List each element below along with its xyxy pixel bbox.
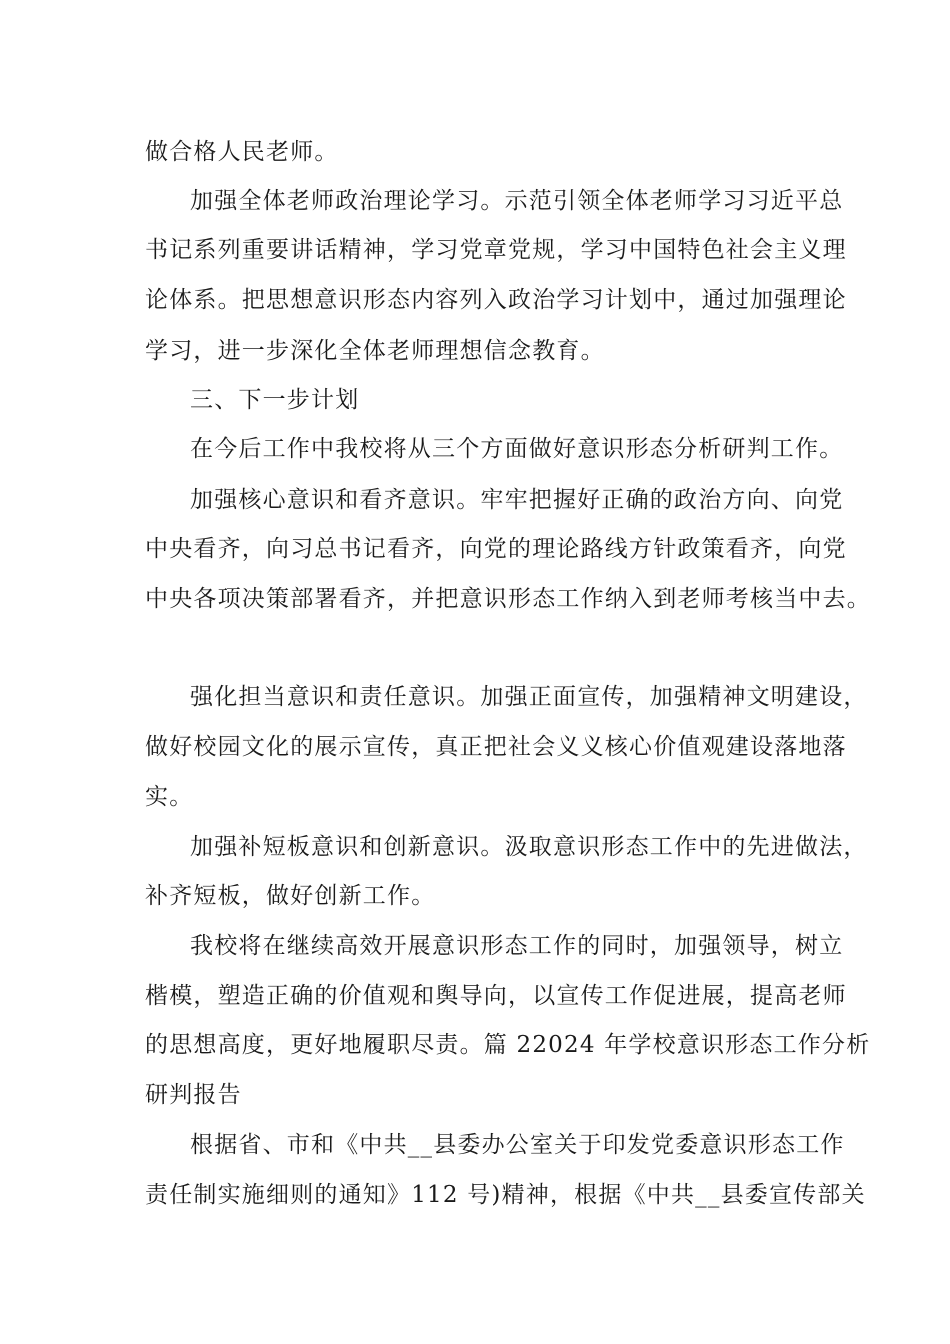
text-line-12: 做好校园文化的展示宣传，真正把社会义义核心价值观建设落地落	[145, 734, 847, 760]
text-line-3: 书记系列重要讲话精神，学习党章党规，学习中国特色社会主义理	[145, 237, 847, 263]
text-line-9: 中央看齐，向习总书记看齐，向党的理论路线方针政策看齐，向党	[145, 536, 847, 562]
text-line-18: 的思想高度，更好地履职尽责。篇 22024 年学校意识形态工作分析	[145, 1032, 871, 1058]
text-line-1: 做合格人民老师。	[145, 139, 339, 165]
text-line-16: 我校将在继续高效开展意识形态工作的同时，加强领导，树立	[190, 933, 844, 959]
section-heading: 三、下一步计划	[190, 387, 360, 413]
text-line-4: 论体系。把思想意识形态内容列入政治学习计划中，通过加强理论	[145, 287, 847, 313]
text-line-7: 在今后工作中我校将从三个方面做好意识形态分析研判工作。	[190, 436, 844, 462]
text-line-8: 加强核心意识和看齐意识。牢牢把握好正确的政治方向、向党	[190, 487, 844, 513]
text-line-2: 加强全体老师政治理论学习。示范引领全体老师学习习近平总	[190, 188, 844, 214]
text-line-19: 研判报告	[145, 1082, 242, 1108]
text-line-13: 实。	[145, 784, 194, 810]
text-line-5: 学习，进一步深化全体老师理想信念教育。	[145, 338, 605, 364]
text-line-20: 根据省、市和《中共__县委办公室关于印发党委意识形态工作	[190, 1132, 845, 1158]
text-line-21: 责任制实施细则的通知》112 号)精神，根据《中共__县委宣传部关	[145, 1182, 866, 1208]
text-line-17: 楷模，塑造正确的价值观和舆导向，以宣传工作促进展，提高老师	[145, 983, 847, 1009]
text-line-14: 加强补短板意识和创新意识。汲取意识形态工作中的先进做法，	[190, 834, 868, 860]
text-line-15: 补齐短板，做好创新工作。	[145, 883, 436, 909]
text-line-11: 强化担当意识和责任意识。加强正面宣传，加强精神文明建设，	[190, 684, 868, 710]
text-line-10: 中央各项决策部署看齐，并把意识形态工作纳入到老师考核当中去。	[145, 586, 871, 612]
